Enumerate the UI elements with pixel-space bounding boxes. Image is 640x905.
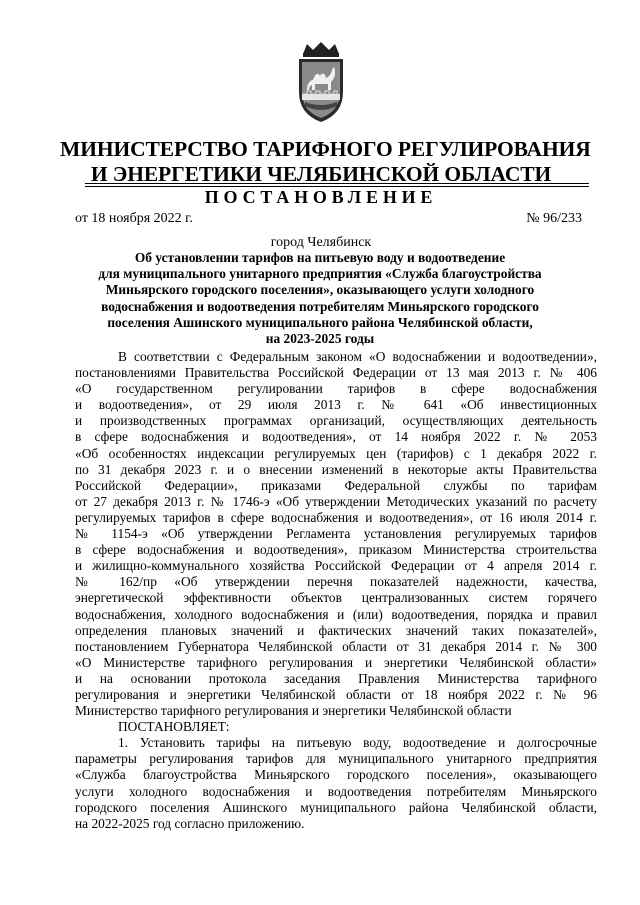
preamble-line: постановлением Губернатора Челябинской области от 31 декабря 2014 г. № 300 (75, 638, 597, 654)
subject-line: Об установлении тарифов на питьевую воду и водоотведение (134, 250, 506, 265)
preamble-line: в сфере водоснабжения и водоотведения», от 14 ноября 2022 г. № 2053 (75, 429, 597, 445)
preamble-line: определения плановых значений и фактических значений таких показателей», (75, 622, 597, 638)
subject-line: поселения Ашинского муниципального района Челябинской области, (107, 314, 533, 330)
preamble-line: и производственных программах организаций, осуществляющих деятельность (75, 413, 597, 429)
preamble-line: и на основании протокола заседания Правления Министерства тарифного (75, 670, 597, 686)
subject-line: Миньярского городского поселения», оказывающего услуги холодного (105, 282, 535, 298)
subject-line: на 2023-2025 годы (265, 331, 375, 347)
preamble-line: в сфере водоснабжения и водоотведения», приказом Министерства строительства (75, 542, 597, 558)
preamble-line: от 27 декабря 2013 г. № 1746-э «Об утверждении Методических указаний по расчету (75, 493, 597, 509)
preamble-line: регулируемых тарифов в сфере водоснабжения и водоотведения», от 16 июля 2014 г. (75, 509, 597, 525)
preamble-line: В соответствии с Федеральным законом «О водоснабжении и водоотведении», (118, 349, 597, 364)
ministry-name-line-2: И ЭНЕРГЕТИКИ ЧЕЛЯБИНСКОЙ ОБЛАСТИ (90, 162, 552, 186)
document-body (75, 349, 597, 832)
document-subject (70, 250, 570, 347)
preamble-line: постановлениями Правительства Российской Федерации от 13 мая 2013 г. № 406 (75, 365, 597, 381)
item-1-line: на 2022-2025 год согласно приложению. (75, 815, 305, 831)
preamble-line: Российской Федерации», приказами Федеральной службы по тарифам (75, 477, 597, 493)
subject-line: водоснабжения и водоотведения потребителям Миньярского городского (101, 298, 539, 314)
preamble-line: регулирования и энергетики Челябинской области от 18 ноября 2022 г. № 96 (75, 686, 597, 702)
preamble-line: «О государственном регулировании тарифов в сфере водоснабжения (75, 381, 597, 397)
document-date: от 18 ноября 2022 г. (75, 211, 193, 226)
preamble-line: Министерство тарифного регулирования и энергетики Челябинской области (75, 703, 512, 719)
item-1-line: «Служба благоустройства Миньярского городского поселения», оказывающего (75, 767, 597, 783)
document-city: город Челябинск (270, 235, 372, 250)
preamble-line: и жилищно-коммунального хозяйства Российской Федерации от 4 апреля 2014 г. (75, 558, 597, 574)
preamble-line: № 162/пр «Об утверждении перечня показателей надежности, качества, (75, 574, 597, 590)
item-1-line: городского поселения Ашинского муниципального района Челябинской области, (75, 799, 597, 815)
item-1-line: 1. Установить тарифы на питьевую воду, водоотведение и долгосрочные (118, 735, 597, 751)
ministry-name-line-1: МИНИСТЕРСТВО ТАРИФНОГО РЕГУЛИРОВАНИЯ (60, 137, 591, 161)
preamble-line: энергетической эффективности объектов централизованных систем горячего (75, 590, 597, 606)
document-number: № 96/233 (526, 211, 582, 226)
item-1-line: параметры регулирования тарифов для муниципального унитарного предприятия (75, 751, 597, 767)
preamble-line: «О Министерстве тарифного регулирования и энергетики Челябинской области» (75, 654, 597, 670)
subject-line: для муниципального унитарного предприятия «Служба благоустройства (98, 266, 542, 282)
document-type-title: ПОСТАНОВЛЕНИЕ (204, 187, 438, 207)
header-divider-top (85, 183, 589, 184)
decree-word: ПОСТАНОВЛЯЕТ: (118, 719, 230, 735)
preamble-line: по 31 декабря 2023 г. и о внесении изменений в некоторые акты Правительства (75, 461, 597, 477)
item-1-line: услуги холодного водоснабжения и водоотведения потребителям Миньярского (75, 783, 597, 799)
preamble-line: «Об особенностях индексации регулируемых цен (тарифов) с 1 декабря 2022 г. (75, 445, 597, 461)
preamble-line: и водоотведения», от 29 июля 2013 г. № 641 «Об инвестиционных (75, 397, 597, 413)
preamble-line: № 1154-э «Об утверждении Регламента установления регулируемых тарифов (75, 526, 597, 542)
chelyabinsk-coat-of-arms-icon (293, 40, 349, 124)
preamble-line: водоснабжения, холодного водоснабжения и (или) водоотведения, порядка и правил (75, 606, 597, 622)
